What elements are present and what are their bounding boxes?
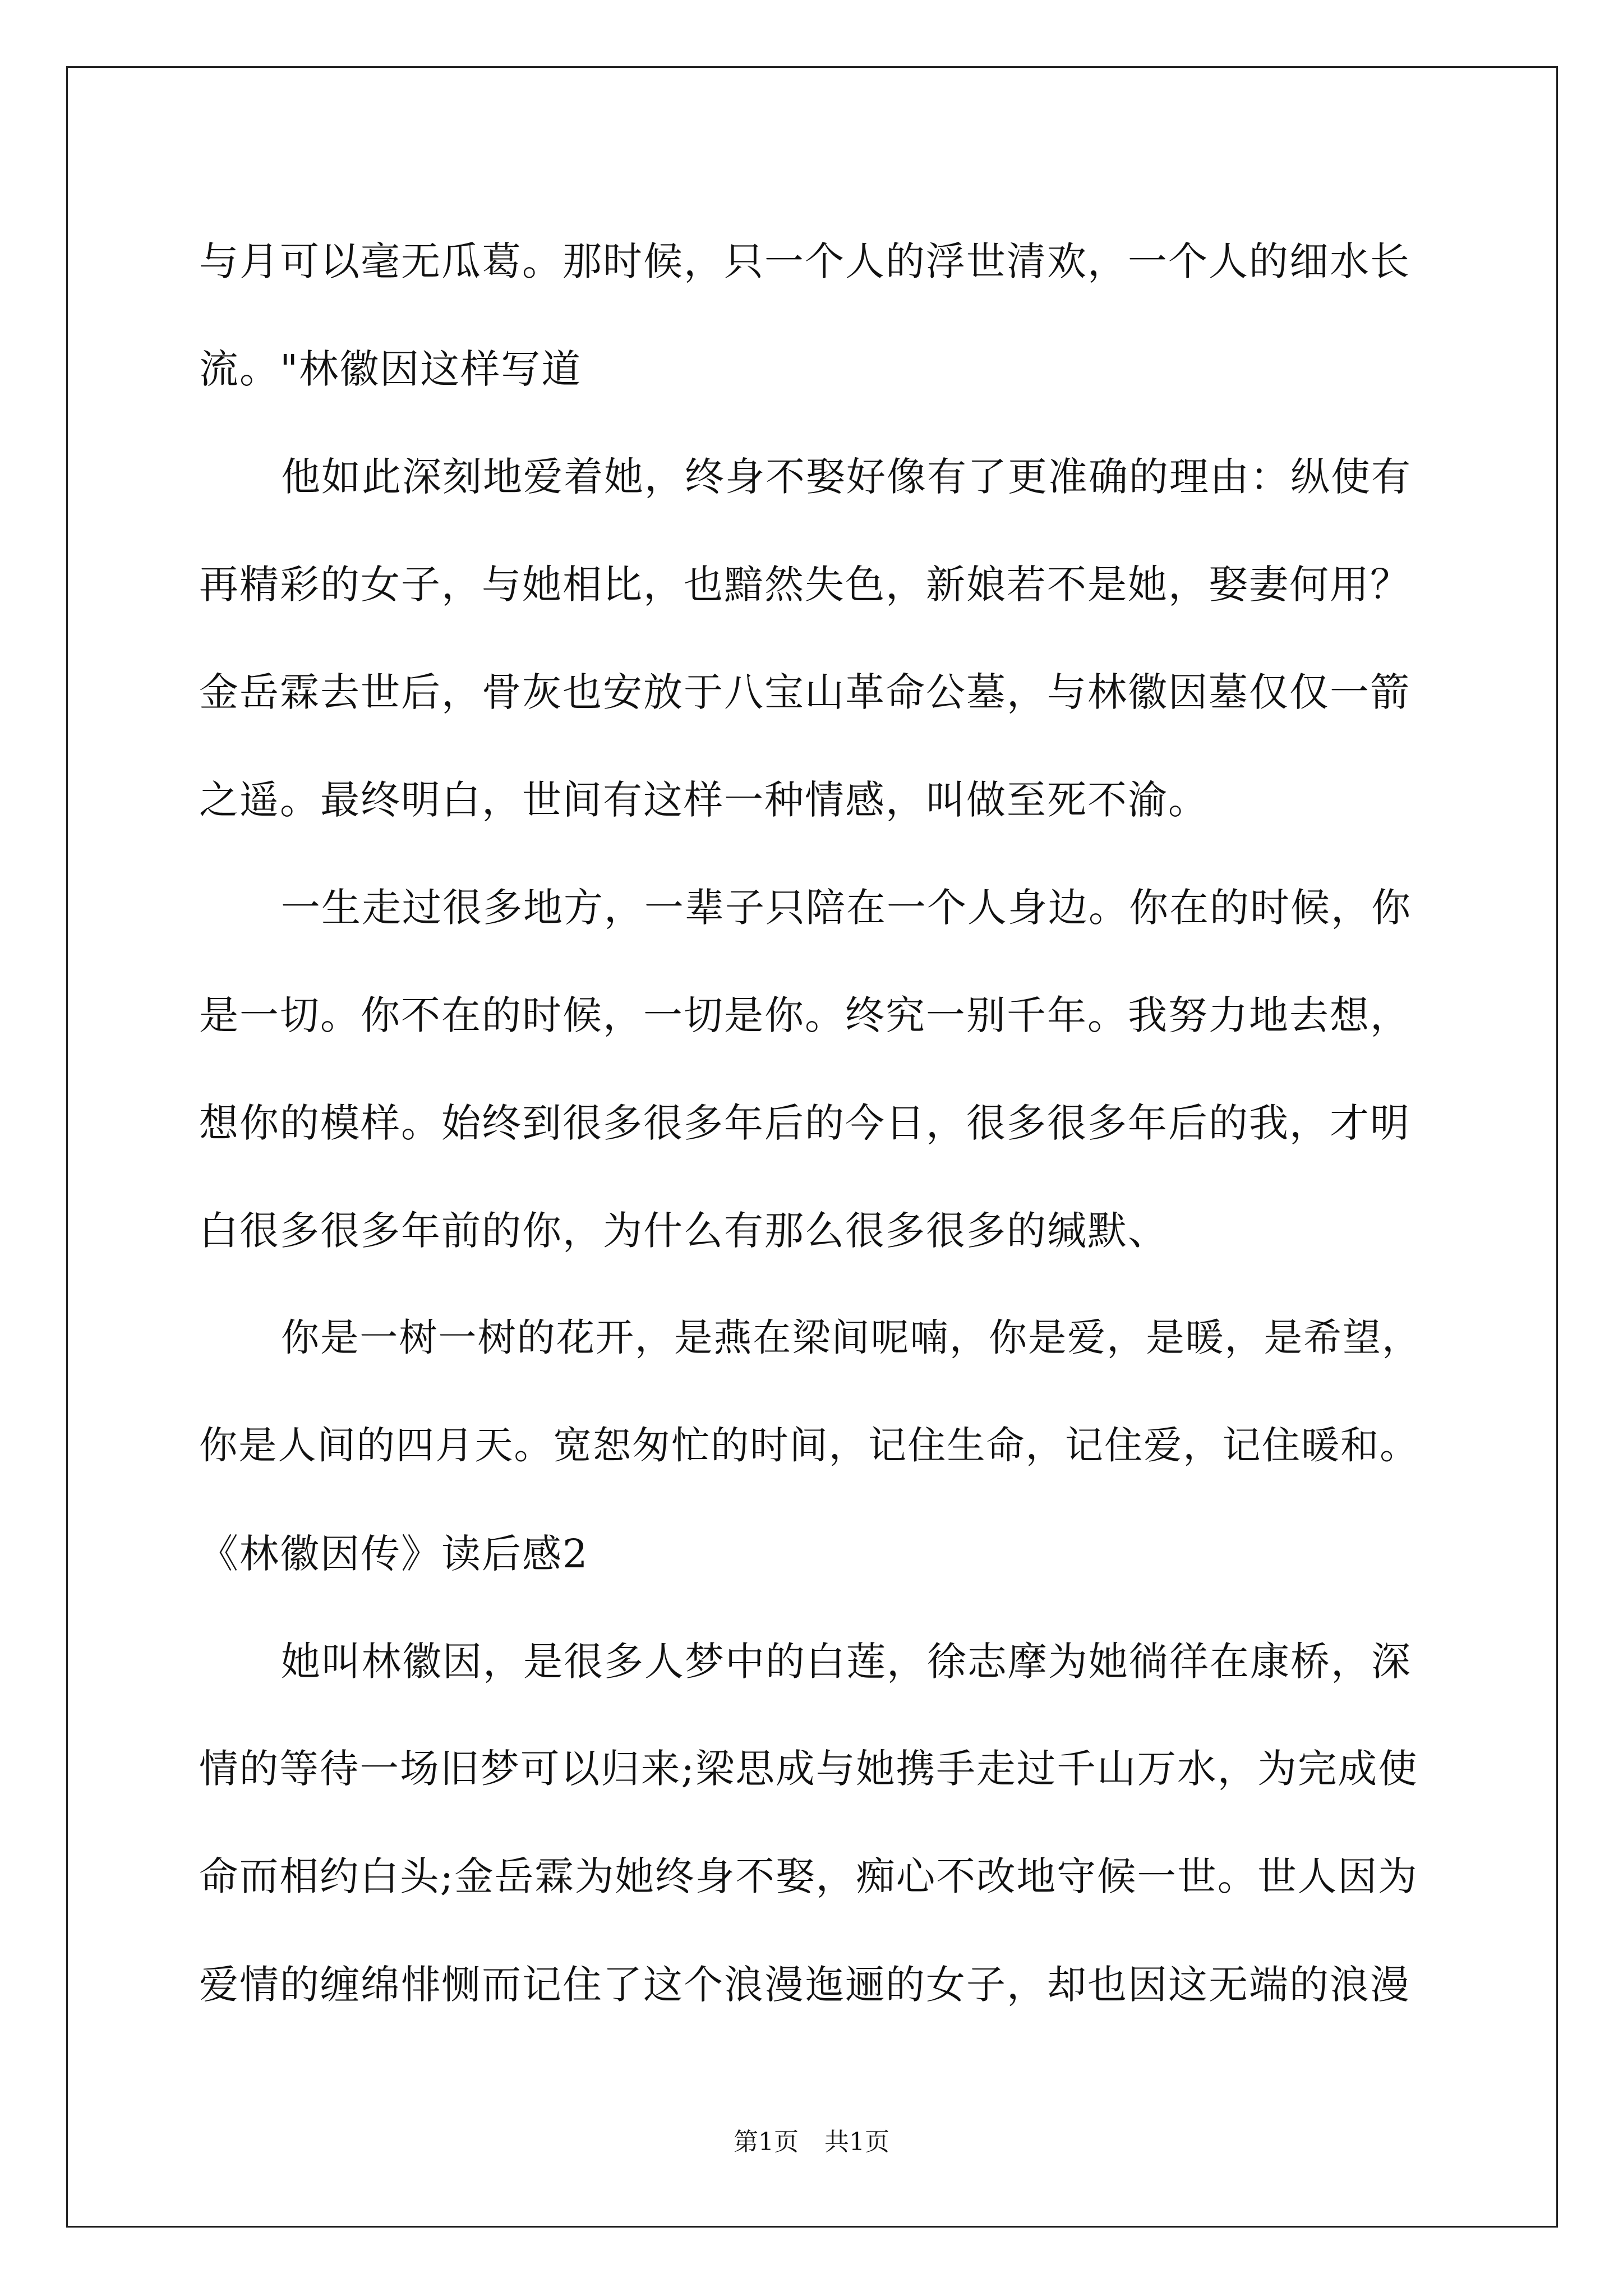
- text-line: 想你的模样。始终到很多很多年后的今日，很多很多年后的我，才明: [199, 1100, 1410, 1146]
- paragraph-start-line: 你是一树一树的花开，是燕在梁间呢喃，你是爱，是暖，是希望，: [281, 1316, 1422, 1360]
- section-heading: 《林徽因传》读后感2: [199, 1531, 589, 1577]
- text-line: 你是人间的四月天。宽恕匆忙的时间，记住生命，记住爱，记住暖和。: [199, 1424, 1419, 1468]
- paragraph-start-line: 一生走过很多地方，一辈子只陪在一个人身边。你在的时候，你: [281, 885, 1412, 931]
- text-line: 爱情的缠绵悱恻而记住了这个浪漫迤逦的女子，却也因这无端的浪漫: [199, 1962, 1410, 2008]
- text-line: 再精彩的女子，与她相比，也黯然失色，新娘若不是她，娶妻何用？: [199, 562, 1410, 608]
- page-footer: [0, 2122, 1623, 2157]
- page-total: 共1页: [824, 2128, 889, 2156]
- text-line: 流。"林徽因这样写道: [199, 346, 582, 392]
- text-line: 命而相约白头;金岳霖为她终身不娶，痴心不改地守候一世。世人因为: [199, 1854, 1418, 1899]
- text-line: 情的等待一场旧梦可以归来;梁思成与她携手走过千山万水，为完成使: [199, 1746, 1418, 1792]
- text-line: 白很多很多年前的你，为什么有那么很多很多的缄默、: [199, 1208, 1168, 1254]
- text-line: 之遥。最终明白，世间有这样一种情感，叫做至死不渝。: [199, 777, 1209, 823]
- text-line: 金岳霖去世后，骨灰也安放于八宝山革命公墓，与林徽因墓仅仅一箭: [199, 669, 1410, 715]
- page-number: 第1页: [734, 2128, 799, 2156]
- document-body: [199, 208, 1424, 2039]
- text-line: 与月可以毫无瓜葛。那时候，只一个人的浮世清欢，一个人的细水长: [199, 238, 1410, 284]
- text-line: 是一切。你不在的时候，一切是你。终究一别千年。我努力地去想，: [199, 992, 1410, 1038]
- paragraph-start-line: 他如此深刻地爱着她，终身不娶好像有了更准确的理由：纵使有: [281, 454, 1412, 500]
- paragraph-start-line: 她叫林徽因，是很多人梦中的白莲，徐志摩为她徜徉在康桥，深: [281, 1639, 1412, 1685]
